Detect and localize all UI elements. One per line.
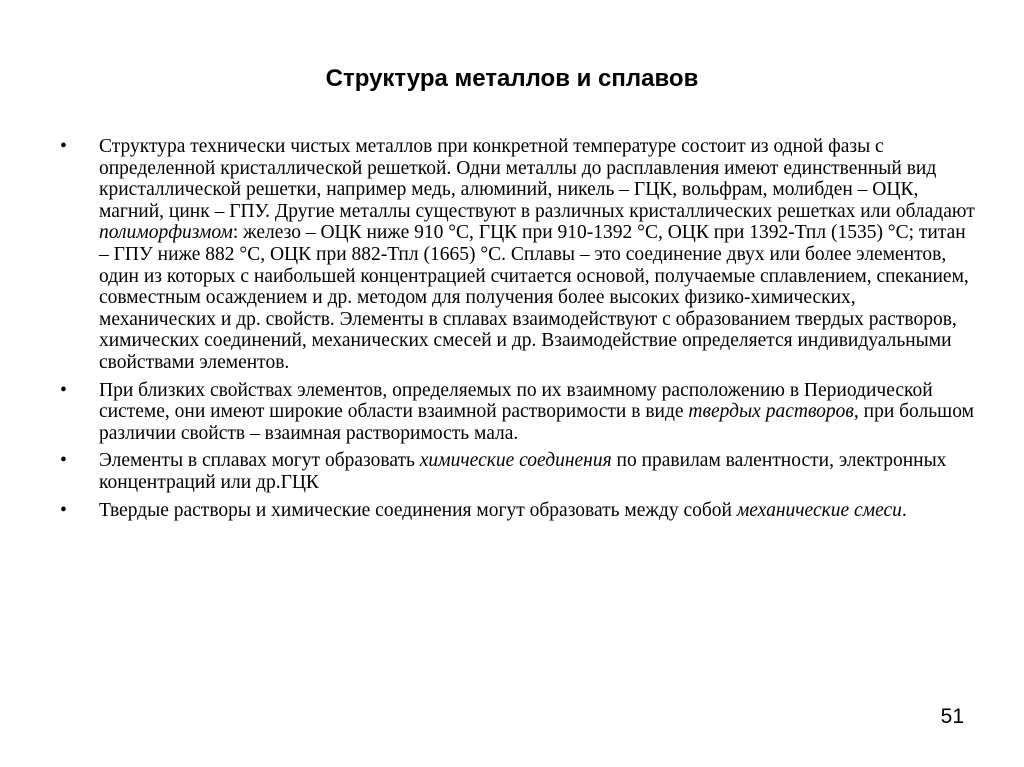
bullet-icon: • xyxy=(60,450,67,472)
text-segment: Структура технически чистых металлов при конкретной температуре состоит из одной фазы с определенной кристаллической решеткой. Одни металлы до расплавления имеют единственный вид кристаллической решетки, например медь, алюминий, никель – ГЦК, вольфрам, молибден – ОЦК, магний, цинк – ГПУ. Другие металлы существуют в различных кристаллических решетках или обладают xyxy=(99,136,975,222)
bullet-item-2 xyxy=(60,380,975,445)
text-segment: Твердые растворы и химические соединения могут образовать между собой xyxy=(99,499,737,521)
text-segment: по правилам валентности, электронных концентраций или др.ГЦК xyxy=(99,450,947,493)
text-segment: Элементы в сплавах могут образовать xyxy=(99,450,420,472)
bullet-text xyxy=(99,450,975,493)
text-segment: . xyxy=(901,499,907,521)
bullet-text xyxy=(99,380,975,445)
text-segment: , при большом различии свойств – взаимная растворимость мала. xyxy=(99,401,974,444)
italic-term: химические соединения xyxy=(419,450,612,472)
bullet-list xyxy=(60,136,975,527)
italic-term: полиморфизмом xyxy=(99,222,233,244)
bullet-text xyxy=(99,136,975,374)
bullet-item-1 xyxy=(60,136,975,374)
bullet-icon: • xyxy=(60,379,67,401)
bullet-item-3 xyxy=(60,450,975,493)
italic-term: механические смеси xyxy=(736,499,902,521)
slide-title: Структура металлов и сплавов xyxy=(325,65,699,92)
bullet-icon: • xyxy=(60,136,67,157)
text-segment: : железо – ОЦК ниже 910 °С, ГЦК при 910-1392 °С, ОЦК при 1392-Тпл (1535) °С; титан – ГПУ ниже 882 °С, ОЦК при 882-Тпл (1665) °С. Сплавы – это соединение двух или более элементов, один из которых с наибольшей концентрацией считается основой, получаемые сплавлением, спеканием, совместным осаждением и др. методом для получения более высоких физико-химических, механических и др. свойств. Элементы в сплавах взаимодействуют с образованием твердых растворов, химических соединений, механических смесей и др. Взаимодействие определяется индивидуальными свойствами элементов. xyxy=(99,222,969,373)
page-number: 51 xyxy=(940,705,964,728)
bullet-text xyxy=(99,500,975,522)
bullet-item-4 xyxy=(60,500,975,522)
text-segment: При близких свойствах элементов, определяемых по их взаимному расположению в Периодической системе, они имеют широкие области взаимной растворимости в виде xyxy=(99,379,933,423)
bullet-icon: • xyxy=(60,499,67,521)
italic-term: твердых растворов xyxy=(688,401,854,423)
